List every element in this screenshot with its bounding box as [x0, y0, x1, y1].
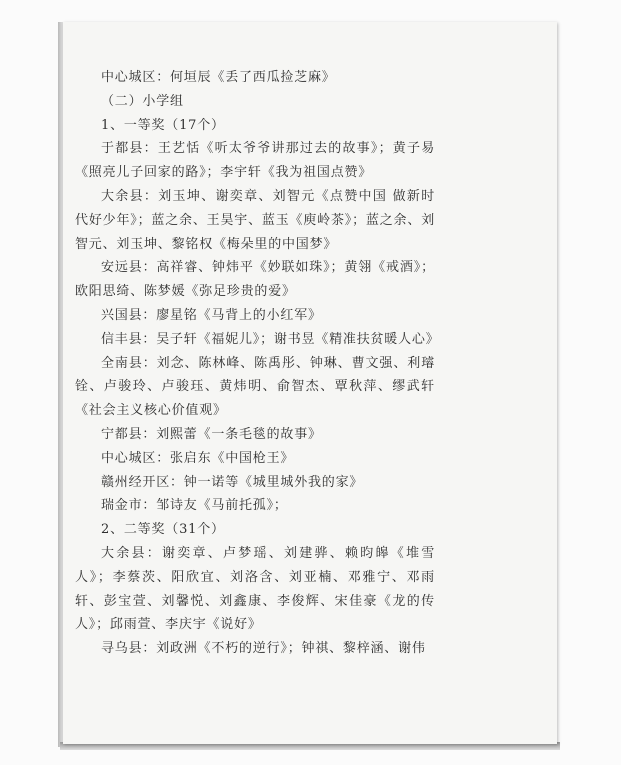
award-heading: 1、一等奖（17个）: [101, 117, 225, 133]
paragraph: 兴国县：廖星铭《马背上的小红军》: [101, 307, 322, 323]
paragraph: 中心城区：张启东《中国枪王》: [101, 450, 295, 466]
section-heading: （二）小学组: [101, 93, 184, 109]
paragraph: 中心城区：何垣辰《丢了西瓜捡芝麻》: [101, 70, 336, 85]
paragraph: 全南县：刘念、陈林峰、陈禹彤、钟琳、曹文强、利璿铨、卢骏玲、卢骏珏、黄炜明、俞智杰、覃秋萍、缪武轩《社会主义核心价值观》: [75, 355, 435, 419]
paragraph: 宁都县：刘熙蕾《一条毛毯的故事》: [101, 426, 322, 442]
paragraph: 大余县：刘玉坤、谢奕章、刘智元《点赞中国 做新时代好少年》；蓝之余、王昊宇、蓝玉《庾岭茶》；蓝之余、刘智元、刘玉坤、黎铭权《梅朵里的中国梦》: [75, 188, 435, 252]
paragraph: 赣州经开区：钟一诺等《城里城外我的家》: [101, 474, 364, 490]
paragraph: 安远县：高祥睿、钟炜平《妙联如珠》；黄翎《戒酒》；欧阳思绮、陈梦媛《弥足珍贵的爱》: [75, 260, 435, 300]
paragraph: 于都县：王艺恬《听太爷爷讲那过去的故事》；黄子易《照亮儿子回家的路》；李宇轩《我为祖国点赞》: [75, 141, 435, 181]
paragraph: 信丰县：吴子轩《福妮儿》；谢书昱《精准扶贫暖人心》: [101, 331, 440, 347]
paragraph: 瑞金市：邹诗友《马前托孤》；: [101, 498, 288, 514]
paragraph: 寻乌县：刘政洲《不朽的逆行》；钟祺、黎梓涵、谢伟: [101, 641, 426, 657]
document-body: [75, 66, 440, 661]
paragraph: 大余县：谢奕章、卢梦瑶、刘建骅、赖昀皞《堆雪人》；李蔡茨、阳欣宜、刘洛含、刘亚楠、邓雅宁、邓雨轩、彭宝萱、刘馨悦、刘鑫康、李俊辉、宋佳豪《龙的传人》；邱雨萱、李庆宇《说好》: [75, 545, 435, 633]
award-heading: 2、二等奖（31个）: [101, 522, 225, 538]
